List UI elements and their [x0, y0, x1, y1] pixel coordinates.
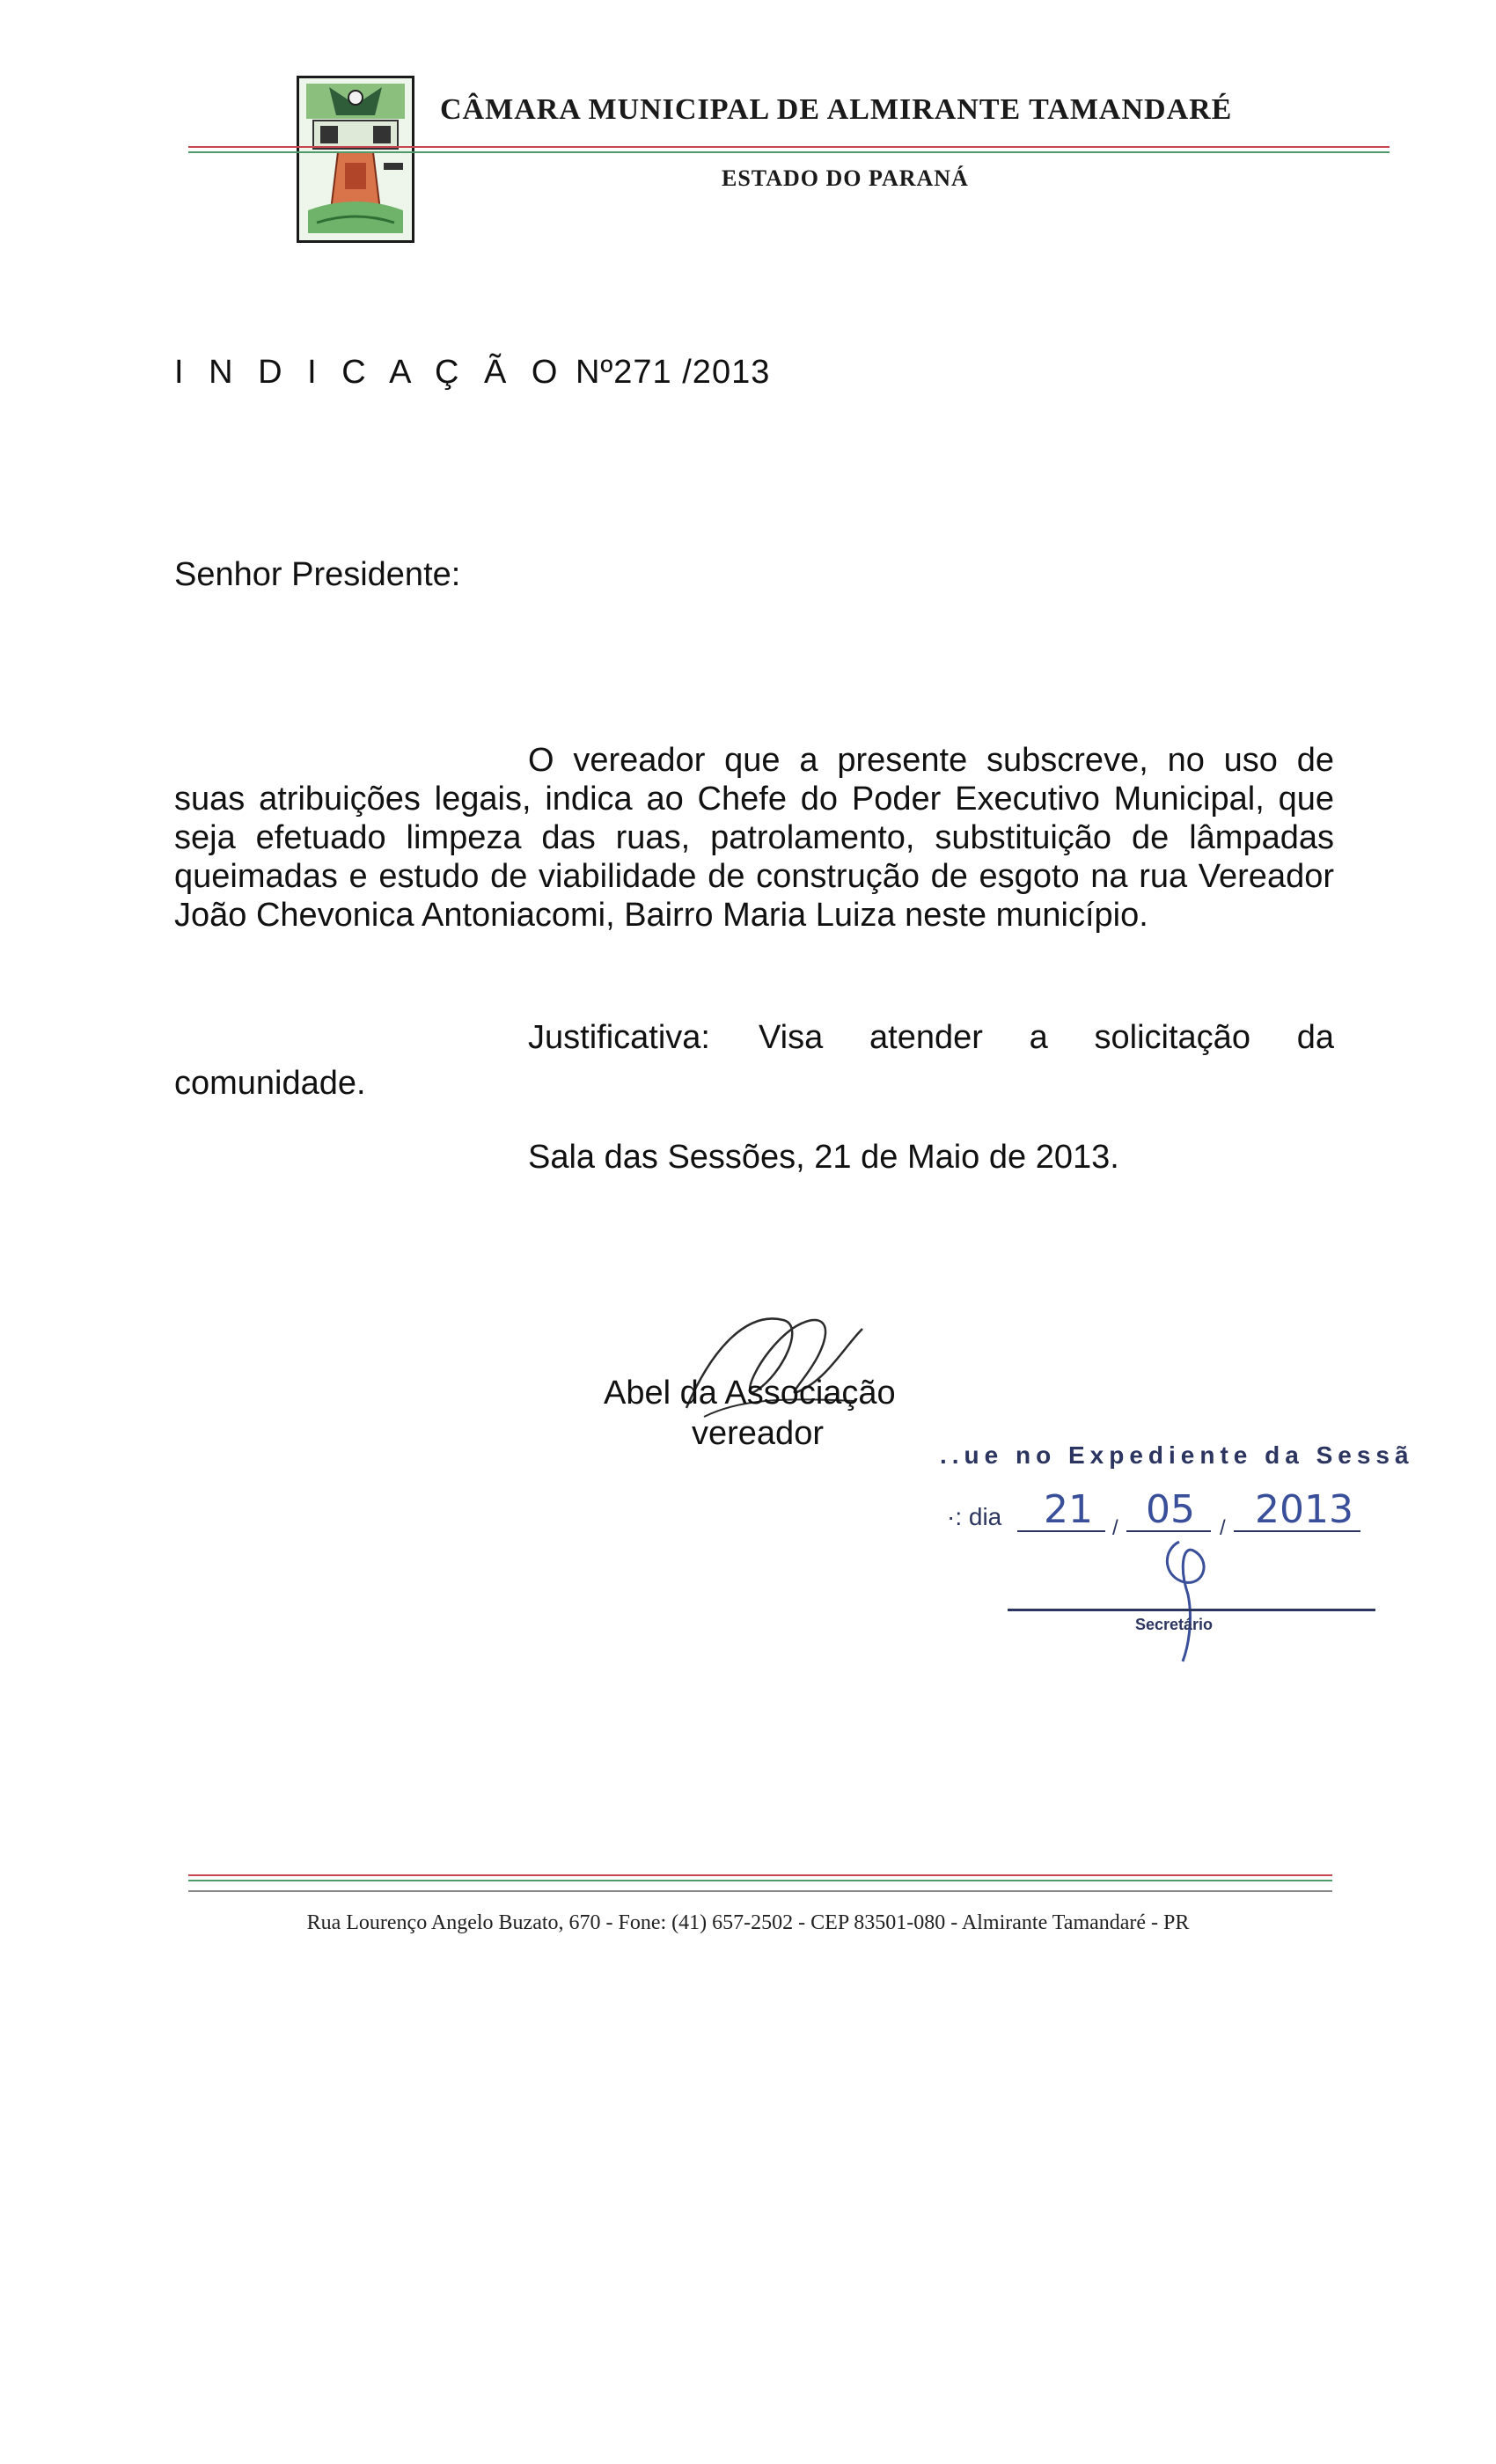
footer-divider-green: [188, 1880, 1332, 1881]
justification-word: a: [1029, 1019, 1048, 1056]
stamp-signature-line: [1008, 1609, 1375, 1611]
justification-label: Justificativa:: [528, 1019, 710, 1056]
justification-end: comunidade.: [174, 1065, 366, 1102]
svg-text:/: /: [1112, 1516, 1118, 1540]
stamp-year: 2013: [1255, 1487, 1353, 1532]
footer-divider-grey: [188, 1890, 1332, 1892]
coat-of-arms-logo: [297, 76, 414, 243]
justification-word: Visa: [759, 1019, 824, 1056]
document-type-label: I N D I C A Ç Ã O: [174, 354, 566, 391]
svg-text:/: /: [1220, 1516, 1226, 1540]
signer-name: Abel da Associação: [604, 1375, 896, 1412]
justification-word: atender: [869, 1019, 983, 1056]
salutation: Senhor Presidente:: [174, 556, 461, 593]
justification-word: solicitação: [1094, 1019, 1250, 1056]
signer-role: vereador: [692, 1415, 824, 1452]
state-subtitle: ESTADO DO PARANÁ: [722, 165, 969, 191]
stamp-month: 05: [1146, 1487, 1195, 1532]
stamp-day: 21: [1044, 1487, 1093, 1532]
header-divider-red: [188, 146, 1390, 148]
stamp-date-prefix: ·: dia: [947, 1503, 1002, 1530]
footer-address: Rua Lourenço Angelo Buzato, 670 - Fone: (41) 657-2502 - CEP 83501-080 - Almirante Tamandaré - PR: [306, 1911, 1190, 1934]
header-divider-green: [188, 151, 1390, 153]
justification-word: da: [1296, 1019, 1334, 1056]
request-text: O vereador que a presente subscreve, no uso de suas atribuições legais, indica ao Chefe do Poder Executivo Municipal, que seja efetuado limpeza das ruas, patrolamento, substituição de lâmpadas queimadas e estudo de viabilidade de construção de esgoto na rua Vereador João Chevonica Antoniacomi, Bairro Maria Luiza neste município.: [174, 742, 1334, 934]
secretary-initials: [1153, 1533, 1223, 1669]
place-and-date: Sala das Sessões, 21 de Maio de 2013.: [528, 1139, 1119, 1176]
justification-text: [759, 1019, 1334, 1057]
document-number: [174, 354, 770, 392]
institution-title: CÂMARA MUNICIPAL DE ALMIRANTE TAMANDARÉ: [440, 93, 1233, 126]
stamp-header: ..ue no Expediente da Sessã: [940, 1441, 1414, 1469]
request-paragraph: [174, 741, 1334, 935]
document-number-value: Nº271 /2013: [575, 354, 771, 391]
stamp-role-label: Secretário: [1135, 1616, 1214, 1633]
footer-divider-red: [188, 1874, 1332, 1876]
